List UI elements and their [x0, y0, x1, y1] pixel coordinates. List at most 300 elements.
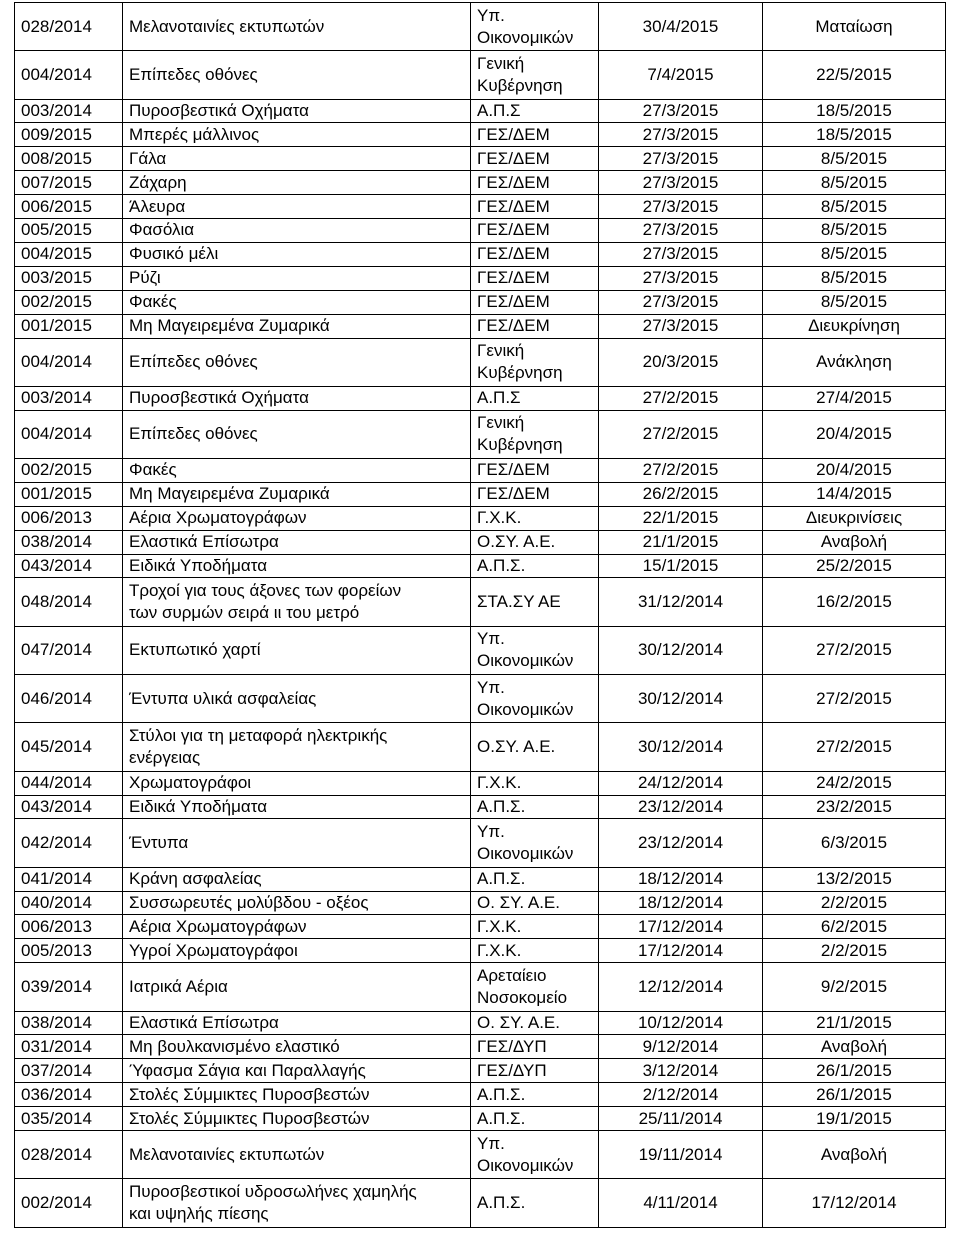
tender-title-line: Ειδικά Υποδήματα [129, 555, 268, 575]
tender-title-line: Πυροσβεστικά Οχήματα [129, 388, 309, 408]
tender-id-cell: 039/2014 [15, 963, 123, 1011]
tender-id-cell: 045/2014 [15, 723, 123, 771]
table-row [15, 195, 946, 219]
authority-line: Κυβέρνηση [477, 363, 563, 383]
end-date-status-cell: 18/5/2015 [763, 123, 946, 147]
end-date-status-cell: 16/2/2015 [763, 578, 946, 626]
start-date-cell: 17/12/2014 [599, 939, 763, 963]
authority-cell [471, 482, 599, 506]
tender-title-line: Υγροί Χρωματογράφοι [129, 940, 298, 960]
tender-title-cell [123, 99, 471, 123]
authority-line: Υπ. [477, 822, 505, 842]
end-date-status-cell: Αναβολή [763, 1131, 946, 1179]
tender-title-cell [123, 963, 471, 1011]
authority-line: Α.Π.Σ. [477, 1084, 526, 1104]
start-date-cell: 7/4/2015 [599, 51, 763, 99]
tender-title-line: Πυροσβεστικά Οχήματα [129, 101, 309, 121]
end-date-status-cell: 8/5/2015 [763, 290, 946, 314]
tender-id-cell: 008/2015 [15, 147, 123, 171]
tender-id-cell: 046/2014 [15, 675, 123, 723]
authority-line: Νοσοκομείο [477, 987, 568, 1007]
authority-line: Υπ. [477, 629, 505, 649]
table-row [15, 386, 946, 410]
tender-id-cell: 048/2014 [15, 578, 123, 626]
tender-title-cell [123, 1179, 471, 1227]
authority-line: Α.Π.Σ. [477, 1192, 526, 1212]
authority-line: Α.Π.Σ [477, 101, 521, 121]
tender-title-line: Άλευρα [129, 196, 186, 216]
table-row [15, 1059, 946, 1083]
start-date-cell: 25/11/2014 [599, 1107, 763, 1131]
tender-title-line: Αέρια Χρωματογράφων [129, 508, 307, 528]
authority-cell [471, 1179, 599, 1227]
authority-cell [471, 578, 599, 626]
authority-line: ΓΕΣ/ΔΥΠ [477, 1060, 547, 1080]
authority-cell [471, 195, 599, 219]
tender-title-cell [123, 626, 471, 674]
tender-id-cell: 035/2014 [15, 1107, 123, 1131]
end-date-status-cell: 8/5/2015 [763, 195, 946, 219]
tender-title-cell [123, 147, 471, 171]
tender-title-line: Στύλοι για τη μεταφορά ηλεκτρικής [129, 725, 388, 745]
tender-title-line: Συσσωρευτές μολύβδου - οξέος [129, 893, 369, 913]
tender-title-cell [123, 219, 471, 243]
tender-id-cell: 004/2014 [15, 51, 123, 99]
tender-title-line: Μη βουλκανισμένο ελαστικό [129, 1036, 340, 1056]
tender-title-line: και υψηλής πίεσης [129, 1203, 269, 1223]
tender-title-cell [123, 915, 471, 939]
tender-title-line: Εκτυπωτικό χαρτί [129, 640, 261, 660]
authority-line: ΓΕΣ/ΔΕΜ [477, 172, 550, 192]
authority-cell [471, 242, 599, 266]
tender-id-cell: 041/2014 [15, 867, 123, 891]
table-row [15, 771, 946, 795]
tender-title-cell [123, 1011, 471, 1035]
end-date-status-cell: 23/2/2015 [763, 795, 946, 819]
authority-line: ΓΕΣ/ΔΕΜ [477, 316, 550, 336]
start-date-cell: 2/12/2014 [599, 1083, 763, 1107]
tender-title-cell [123, 242, 471, 266]
authority-cell [471, 410, 599, 458]
end-date-status-cell: 26/1/2015 [763, 1059, 946, 1083]
tender-title-cell [123, 867, 471, 891]
tenders-table-body [15, 3, 946, 1228]
tender-id-cell: 003/2014 [15, 99, 123, 123]
start-date-cell: 4/11/2014 [599, 1179, 763, 1227]
end-date-status-cell: Διευκρίνηση [763, 314, 946, 338]
start-date-cell: 27/2/2015 [599, 386, 763, 410]
tender-id-cell: 040/2014 [15, 891, 123, 915]
start-date-cell: 30/12/2014 [599, 723, 763, 771]
start-date-cell: 18/12/2014 [599, 867, 763, 891]
tender-id-cell: 002/2015 [15, 290, 123, 314]
tender-title-line: Επίπεδες οθόνες [129, 352, 258, 372]
authority-cell [471, 99, 599, 123]
start-date-cell: 27/3/2015 [599, 314, 763, 338]
authority-cell [471, 867, 599, 891]
table-row [15, 482, 946, 506]
authority-line: Α.Π.Σ [477, 388, 521, 408]
table-row [15, 867, 946, 891]
end-date-status-cell: 8/5/2015 [763, 171, 946, 195]
table-row [15, 338, 946, 386]
tender-title-line: Στολές Σύμμικτες Πυροσβεστών [129, 1084, 370, 1104]
authority-cell [471, 290, 599, 314]
end-date-status-cell: Αναβολή [763, 530, 946, 554]
tender-id-cell: 007/2015 [15, 171, 123, 195]
tenders-table [14, 2, 946, 1228]
tender-title-line: Επίπεδες οθόνες [129, 424, 258, 444]
table-row [15, 723, 946, 771]
authority-line: ΓΕΣ/ΔΕΜ [477, 460, 550, 480]
tender-title-cell [123, 1035, 471, 1059]
authority-line: Γ.Χ.Κ. [477, 940, 522, 960]
authority-cell [471, 554, 599, 578]
start-date-cell: 27/3/2015 [599, 242, 763, 266]
tender-title-cell [123, 530, 471, 554]
end-date-status-cell: 27/2/2015 [763, 626, 946, 674]
authority-line: Αρεταίειο [477, 965, 547, 985]
tender-title-cell [123, 314, 471, 338]
start-date-cell: 27/3/2015 [599, 290, 763, 314]
start-date-cell: 27/3/2015 [599, 195, 763, 219]
table-row [15, 626, 946, 674]
tender-title-line: Φασόλια [129, 220, 195, 240]
table-row [15, 530, 946, 554]
start-date-cell: 21/1/2015 [599, 530, 763, 554]
tender-title-cell [123, 1107, 471, 1131]
tender-title-line: ενέργειας [129, 747, 201, 767]
start-date-cell: 23/12/2014 [599, 795, 763, 819]
tender-title-line: Επίπεδες οθόνες [129, 64, 258, 84]
start-date-cell: 30/12/2014 [599, 626, 763, 674]
end-date-status-cell: Αναβολή [763, 1035, 946, 1059]
tender-title-line: Πυροσβεστικοί υδροσωλήνες χαμηλής [129, 1181, 417, 1201]
authority-line: Γ.Χ.Κ. [477, 508, 522, 528]
tender-title-cell [123, 386, 471, 410]
table-row [15, 123, 946, 147]
authority-line: Α.Π.Σ. [477, 869, 526, 889]
start-date-cell: 10/12/2014 [599, 1011, 763, 1035]
authority-line: Ο. ΣΥ. Α.Ε. [477, 893, 560, 913]
authority-line: Γ.Χ.Κ. [477, 916, 522, 936]
start-date-cell: 27/2/2015 [599, 458, 763, 482]
authority-cell [471, 1011, 599, 1035]
authority-line: Οικονομικών [477, 27, 574, 47]
end-date-status-cell: 6/3/2015 [763, 819, 946, 867]
table-row [15, 1035, 946, 1059]
table-row [15, 819, 946, 867]
authority-line: ΓΕΣ/ΔΕΜ [477, 124, 550, 144]
table-row [15, 51, 946, 99]
tender-title-line: Ιατρικά Αέρια [129, 976, 228, 996]
tender-title-line: Μελανοταινίες εκτυπωτών [129, 16, 325, 36]
table-row [15, 242, 946, 266]
start-date-cell: 9/12/2014 [599, 1035, 763, 1059]
authority-line: ΓΕΣ/ΔΥΠ [477, 1036, 547, 1056]
table-row [15, 1107, 946, 1131]
tender-id-cell: 003/2015 [15, 266, 123, 290]
tender-title-line: Μη Μαγειρεμένα Ζυμαρικά [129, 316, 330, 336]
start-date-cell: 27/2/2015 [599, 410, 763, 458]
end-date-status-cell: Ανάκληση [763, 338, 946, 386]
table-row [15, 1011, 946, 1035]
end-date-status-cell: 27/2/2015 [763, 675, 946, 723]
authority-line: Γενική [477, 413, 525, 433]
authority-line: ΓΕΣ/ΔΕΜ [477, 220, 550, 240]
authority-line: Οικονομικών [477, 1155, 574, 1175]
authority-cell [471, 1107, 599, 1131]
tender-title-cell [123, 1083, 471, 1107]
tender-title-cell [123, 723, 471, 771]
start-date-cell: 17/12/2014 [599, 915, 763, 939]
authority-cell [471, 530, 599, 554]
authority-cell [471, 915, 599, 939]
end-date-status-cell: 25/2/2015 [763, 554, 946, 578]
end-date-status-cell: 20/4/2015 [763, 458, 946, 482]
authority-line: Ο.ΣΥ. Α.Ε. [477, 532, 556, 552]
tender-id-cell: 001/2015 [15, 482, 123, 506]
table-row [15, 795, 946, 819]
start-date-cell: 27/3/2015 [599, 266, 763, 290]
authority-line: Γενική [477, 53, 525, 73]
tender-id-cell: 038/2014 [15, 530, 123, 554]
tender-title-line: Φακές [129, 460, 177, 480]
tender-id-cell: 043/2014 [15, 554, 123, 578]
start-date-cell: 23/12/2014 [599, 819, 763, 867]
tender-title-cell [123, 1059, 471, 1083]
end-date-status-cell: 21/1/2015 [763, 1011, 946, 1035]
tender-title-cell [123, 123, 471, 147]
table-row [15, 939, 946, 963]
tender-id-cell: 028/2014 [15, 3, 123, 51]
authority-line: ΓΕΣ/ΔΕΜ [477, 484, 550, 504]
end-date-status-cell: 14/4/2015 [763, 482, 946, 506]
start-date-cell: 18/12/2014 [599, 891, 763, 915]
tender-id-cell: 005/2015 [15, 219, 123, 243]
tender-id-cell: 001/2015 [15, 314, 123, 338]
tender-id-cell: 006/2013 [15, 915, 123, 939]
tender-title-cell [123, 771, 471, 795]
end-date-status-cell: 17/12/2014 [763, 1179, 946, 1227]
tender-title-line: Ειδικά Υποδήματα [129, 796, 268, 816]
start-date-cell: 31/12/2014 [599, 578, 763, 626]
authority-line: ΓΕΣ/ΔΕΜ [477, 196, 550, 216]
tender-title-line: Αέρια Χρωματογράφων [129, 916, 307, 936]
tender-id-cell: 002/2015 [15, 458, 123, 482]
table-row [15, 1083, 946, 1107]
tender-title-cell [123, 482, 471, 506]
authority-line: Οικονομικών [477, 651, 574, 671]
tender-title-line: Ελαστικά Επίσωτρα [129, 532, 279, 552]
table-row [15, 1179, 946, 1227]
authority-line: Κυβέρνηση [477, 435, 563, 455]
end-date-status-cell: 2/2/2015 [763, 891, 946, 915]
authority-cell [471, 266, 599, 290]
tender-title-cell [123, 891, 471, 915]
end-date-status-cell: 8/5/2015 [763, 219, 946, 243]
tender-id-cell: 002/2014 [15, 1179, 123, 1227]
table-row [15, 554, 946, 578]
end-date-status-cell: 9/2/2015 [763, 963, 946, 1011]
authority-cell [471, 123, 599, 147]
start-date-cell: 3/12/2014 [599, 1059, 763, 1083]
authority-line: ΓΕΣ/ΔΕΜ [477, 268, 550, 288]
authority-cell [471, 1083, 599, 1107]
authority-cell [471, 723, 599, 771]
tender-id-cell: 009/2015 [15, 123, 123, 147]
end-date-status-cell: 20/4/2015 [763, 410, 946, 458]
table-row [15, 675, 946, 723]
authority-line: ΓΕΣ/ΔΕΜ [477, 292, 550, 312]
end-date-status-cell: 8/5/2015 [763, 147, 946, 171]
tender-title-cell [123, 795, 471, 819]
authority-cell [471, 891, 599, 915]
authority-line: Κυβέρνηση [477, 75, 563, 95]
authority-line: Υπ. [477, 677, 505, 697]
table-row [15, 147, 946, 171]
end-date-status-cell: 6/2/2015 [763, 915, 946, 939]
authority-cell [471, 458, 599, 482]
tender-title-cell [123, 554, 471, 578]
table-row [15, 1131, 946, 1179]
end-date-status-cell: 26/1/2015 [763, 1083, 946, 1107]
authority-cell [471, 1131, 599, 1179]
start-date-cell: 20/3/2015 [599, 338, 763, 386]
authority-cell [471, 771, 599, 795]
tender-title-cell [123, 51, 471, 99]
end-date-status-cell: 2/2/2015 [763, 939, 946, 963]
table-row [15, 891, 946, 915]
tender-title-cell [123, 290, 471, 314]
tender-title-line: Έντυπα υλικά ασφαλείας [129, 688, 317, 708]
authority-line: Α.Π.Σ. [477, 796, 526, 816]
tender-title-line: Τροχοί για τους άξονες των φορείων [129, 581, 402, 601]
tender-id-cell: 004/2015 [15, 242, 123, 266]
tender-title-cell [123, 1131, 471, 1179]
tender-title-cell [123, 3, 471, 51]
tender-id-cell: 004/2014 [15, 338, 123, 386]
authority-cell [471, 147, 599, 171]
table-row [15, 578, 946, 626]
tender-title-cell [123, 939, 471, 963]
authority-cell [471, 675, 599, 723]
table-row [15, 458, 946, 482]
tender-title-line: Ύφασμα Σάγια και Παραλλαγής [129, 1060, 366, 1080]
authority-line: ΣΤΑ.ΣΥ ΑΕ [477, 592, 561, 612]
authority-line: ΓΕΣ/ΔΕΜ [477, 244, 550, 264]
tender-title-line: Μη Μαγειρεμένα Ζυμαρικά [129, 484, 330, 504]
tender-title-line: Ζάχαρη [129, 172, 187, 192]
authority-cell [471, 314, 599, 338]
authority-cell [471, 963, 599, 1011]
authority-line: Ο.ΣΥ. Α.Ε. [477, 736, 556, 756]
start-date-cell: 12/12/2014 [599, 963, 763, 1011]
authority-cell [471, 171, 599, 195]
table-row [15, 314, 946, 338]
end-date-status-cell: 8/5/2015 [763, 266, 946, 290]
authority-cell [471, 939, 599, 963]
tender-title-line: Φακές [129, 292, 177, 312]
authority-cell [471, 795, 599, 819]
authority-line: Οικονομικών [477, 699, 574, 719]
end-date-status-cell: 18/5/2015 [763, 99, 946, 123]
table-row [15, 506, 946, 530]
tender-id-cell: 038/2014 [15, 1011, 123, 1035]
start-date-cell: 15/1/2015 [599, 554, 763, 578]
tender-id-cell: 047/2014 [15, 626, 123, 674]
table-row [15, 171, 946, 195]
tender-id-cell: 005/2013 [15, 939, 123, 963]
tender-title-line: Κράνη ασφαλείας [129, 869, 262, 889]
authority-cell [471, 1059, 599, 1083]
end-date-status-cell: Ματαίωση [763, 3, 946, 51]
table-row [15, 410, 946, 458]
authority-line: ΓΕΣ/ΔΕΜ [477, 148, 550, 168]
tender-title-line: Χρωματογράφοι [129, 773, 252, 793]
tender-id-cell: 028/2014 [15, 1131, 123, 1179]
start-date-cell: 19/11/2014 [599, 1131, 763, 1179]
tender-title-cell [123, 675, 471, 723]
start-date-cell: 26/2/2015 [599, 482, 763, 506]
authority-line: Υπ. [477, 5, 505, 25]
end-date-status-cell: Διευκρινίσεις [763, 506, 946, 530]
end-date-status-cell: 13/2/2015 [763, 867, 946, 891]
start-date-cell: 27/3/2015 [599, 219, 763, 243]
start-date-cell: 27/3/2015 [599, 123, 763, 147]
table-row [15, 3, 946, 51]
table-row [15, 963, 946, 1011]
authority-line: Γ.Χ.Κ. [477, 773, 522, 793]
start-date-cell: 22/1/2015 [599, 506, 763, 530]
tender-id-cell: 042/2014 [15, 819, 123, 867]
authority-cell [471, 219, 599, 243]
tender-id-cell: 006/2015 [15, 195, 123, 219]
tender-title-cell [123, 195, 471, 219]
tender-id-cell: 037/2014 [15, 1059, 123, 1083]
authority-cell [471, 51, 599, 99]
tender-id-cell: 043/2014 [15, 795, 123, 819]
table-row [15, 219, 946, 243]
tender-id-cell: 036/2014 [15, 1083, 123, 1107]
start-date-cell: 30/4/2015 [599, 3, 763, 51]
tender-id-cell: 003/2014 [15, 386, 123, 410]
end-date-status-cell: 8/5/2015 [763, 242, 946, 266]
table-row [15, 290, 946, 314]
tender-title-cell [123, 578, 471, 626]
start-date-cell: 27/3/2015 [599, 147, 763, 171]
tender-title-cell [123, 171, 471, 195]
authority-line: Ο. ΣΥ. Α.Ε. [477, 1013, 560, 1032]
tender-title-cell [123, 506, 471, 530]
end-date-status-cell: 27/2/2015 [763, 723, 946, 771]
authority-cell [471, 819, 599, 867]
end-date-status-cell: 22/5/2015 [763, 51, 946, 99]
start-date-cell: 27/3/2015 [599, 99, 763, 123]
authority-cell [471, 338, 599, 386]
tender-title-line: Έντυπα [129, 833, 189, 853]
tender-title-line: Μελανοταινίες εκτυπωτών [129, 1144, 325, 1164]
authority-cell [471, 626, 599, 674]
start-date-cell: 24/12/2014 [599, 771, 763, 795]
authority-line: Γενική [477, 341, 525, 361]
table-row [15, 266, 946, 290]
authority-cell [471, 506, 599, 530]
tender-title-line: Γάλα [129, 148, 167, 168]
end-date-status-cell: 24/2/2015 [763, 771, 946, 795]
authority-cell [471, 386, 599, 410]
tender-title-line: Μπερές μάλλινος [129, 124, 260, 144]
